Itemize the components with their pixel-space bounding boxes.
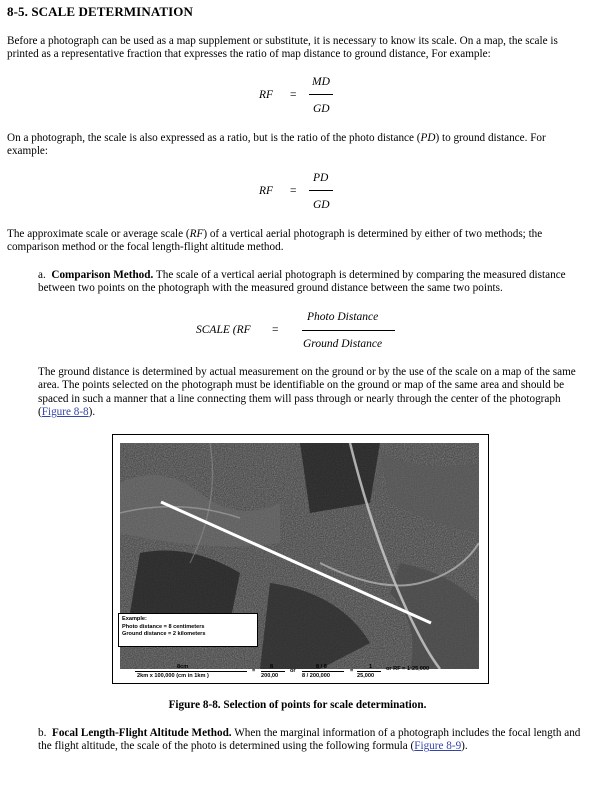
calc-num-4: 1 <box>369 664 373 670</box>
calc-den-2: 200,00 <box>261 673 279 679</box>
formula-lhs: RF <box>259 89 274 101</box>
example-title: Example: <box>122 616 147 622</box>
pb-prefix: b. <box>38 727 47 739</box>
calc-eq-2: = <box>350 668 354 674</box>
formula-equals: = <box>290 89 297 101</box>
p3-text-2: ) of a vertical aerial photograph is determined by either of two methods; the comparison method or the focal length-flight altitude method. <box>7 228 543 254</box>
formula-denominator: GD <box>313 103 330 115</box>
formula-numerator: Photo Distance <box>307 311 379 323</box>
pb-text: When the marginal information of a photograph includes the focal length and the flight altitude, the scale of the photo is determined using the following formula ( <box>38 727 581 753</box>
section-heading: 8-5. SCALE DETERMINATION <box>7 4 193 19</box>
formula-equals: = <box>290 185 297 197</box>
comparison-method-paragraph <box>38 269 590 296</box>
example-ground-distance: Ground distance = 2 kilometers <box>122 631 206 637</box>
fraction-bar <box>309 94 333 95</box>
formula-lhs: SCALE (RF <box>196 324 251 336</box>
figure-caption: Figure 8-8. Selection of points for scale determination. <box>168 699 427 711</box>
formula-denominator: Ground Distance <box>303 338 383 350</box>
calc-num-3: 8 / 8 <box>316 664 327 670</box>
formula-equals: = <box>272 324 279 336</box>
calc-num-1: 8cm <box>177 664 189 670</box>
formula-numerator: PD <box>313 172 329 184</box>
figure-8-9-link[interactable]: Figure 8-9 <box>414 740 462 753</box>
calc-result: or RF = 1:25,000 <box>386 666 430 672</box>
methods-paragraph <box>7 228 587 255</box>
p3-text-1: The approximate scale or average scale ( <box>7 228 190 240</box>
calc-den-3: 8 / 200,000 <box>302 673 330 679</box>
p2-pd: PD <box>420 132 436 144</box>
fraction-bar <box>309 190 333 191</box>
pa-text: The scale of a vertical aerial photograph is determined by comparing the measured distance between two points on the photograph with the measured ground distance between the same two points. <box>38 269 566 295</box>
figure-8-8-link[interactable]: Figure 8-8 <box>41 406 89 419</box>
pa-prefix: a. <box>38 269 46 281</box>
calc-bar-3 <box>302 671 344 672</box>
fraction-bar <box>302 330 395 331</box>
pb-end: ). <box>461 740 468 753</box>
calc-num-2: 8 <box>270 664 274 670</box>
formula-denominator: GD <box>313 199 330 211</box>
calc-bar-4 <box>357 671 381 672</box>
pb-title: Focal Length-Flight Altitude Method. <box>51 727 232 739</box>
formula-numerator: MD <box>312 76 330 88</box>
calc-bar-2 <box>261 671 285 672</box>
pa-body-end: ). <box>88 406 96 419</box>
calc-den-1: 2km x 100,000 (cm in 1km ) <box>137 673 209 679</box>
p2-text-2: ) to ground distance. For example: <box>7 132 546 158</box>
example-legend <box>118 613 258 647</box>
formula-lhs: RF <box>259 185 274 197</box>
ground-distance-paragraph <box>38 366 590 420</box>
pa-body-text: The ground distance is determined by actual measurement on the ground or by the use of the scale on a map of the same area. The points selected on the photograph must be identifiable on the ground or map of the same area and should be spaced in such a manner that a line connecting them will pass through or nearly through the center of the photograph ( <box>38 366 576 419</box>
photo-ratio-paragraph <box>7 132 587 159</box>
p3-rf: RF <box>189 228 204 240</box>
pa-title: Comparison Method. <box>51 269 154 281</box>
intro-paragraph: Before a photograph can be used as a map supplement or substitute, it is necessary to know its scale. On a map, the scale is printed as a representative fraction that expresses the ratio of map distance to ground distance, For example: <box>7 35 558 61</box>
p2-text-1: On a photograph, the scale is also expressed as a ratio, but is the ratio of the photo distance ( <box>7 132 421 144</box>
calc-den-4: 25,000 <box>357 673 375 679</box>
calc-or-1: or <box>290 668 296 674</box>
focal-length-paragraph <box>38 727 590 754</box>
example-photo-distance: Photo distance = 8 centimeters <box>122 623 205 630</box>
calc-bar-1 <box>135 671 247 672</box>
calc-eq-1: = <box>252 668 256 674</box>
